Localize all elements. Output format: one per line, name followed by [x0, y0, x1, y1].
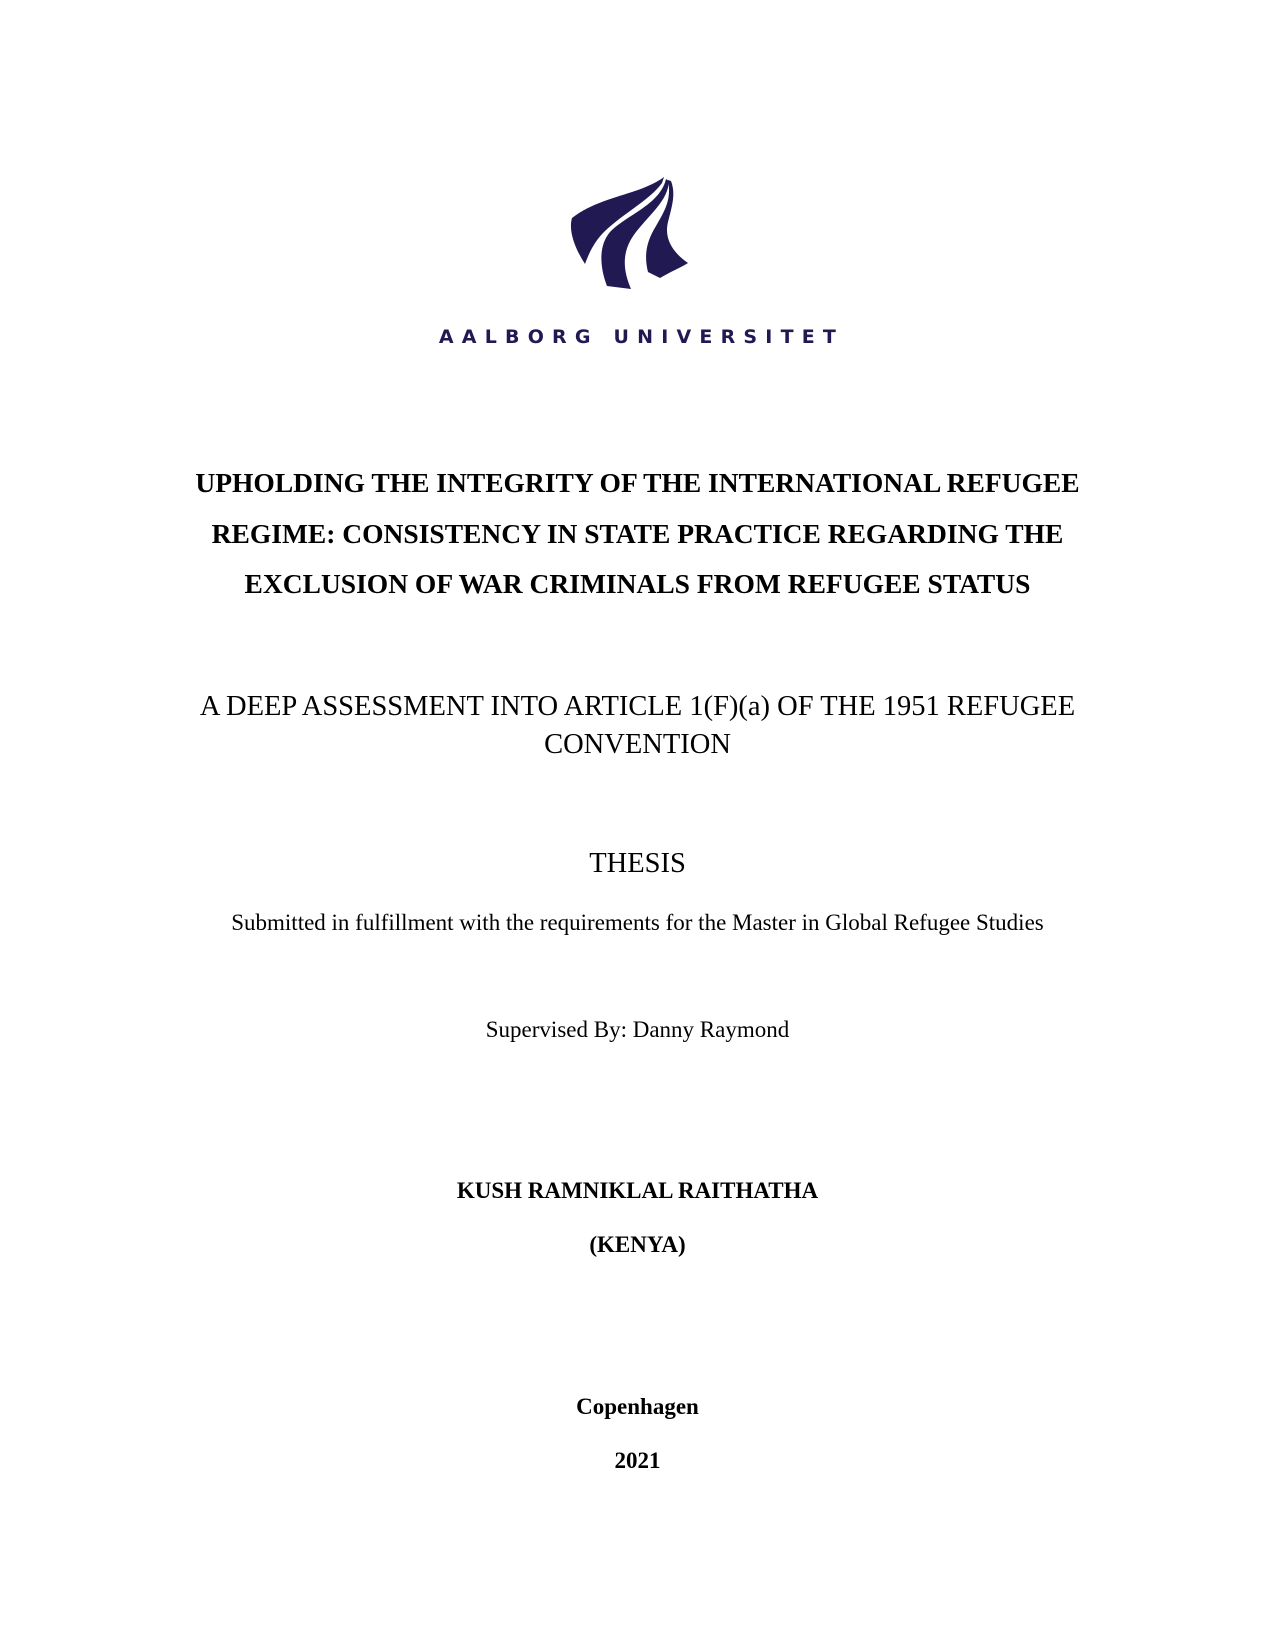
year: 2021	[614, 1448, 661, 1473]
place: Copenhagen	[576, 1394, 699, 1419]
document-type: THESIS	[589, 848, 686, 879]
submission-statement: Submitted in fulfillment with the requirements for the Master in Global Refugee Studies	[231, 910, 1044, 935]
subtitle-line: CONVENTION	[544, 729, 731, 760]
author-name: KUSH RAMNIKLAL RAITHATHA	[456, 1178, 819, 1203]
university-wordmark: AALBORG UNIVERSITET	[438, 326, 845, 348]
title-line: UPHOLDING THE INTEGRITY OF THE INTERNATIONAL REFUGEE	[195, 467, 1080, 498]
supervisor: Supervised By: Danny Raymond	[485, 1017, 790, 1042]
title-line: EXCLUSION OF WAR CRIMINALS FROM REFUGEE STATUS	[244, 568, 1031, 599]
subtitle-line: A DEEP ASSESSMENT INTO ARTICLE 1(F)(a) OF THE 1951 REFUGEE	[199, 691, 1076, 722]
thesis-subtitle	[0, 688, 1275, 764]
title-line: REGIME: CONSISTENCY IN STATE PRACTICE REGARDING THE	[211, 517, 1064, 549]
thesis-title	[0, 458, 1275, 610]
aalborg-university-logo-icon	[560, 170, 700, 295]
author-country: (KENYA)	[589, 1232, 686, 1257]
